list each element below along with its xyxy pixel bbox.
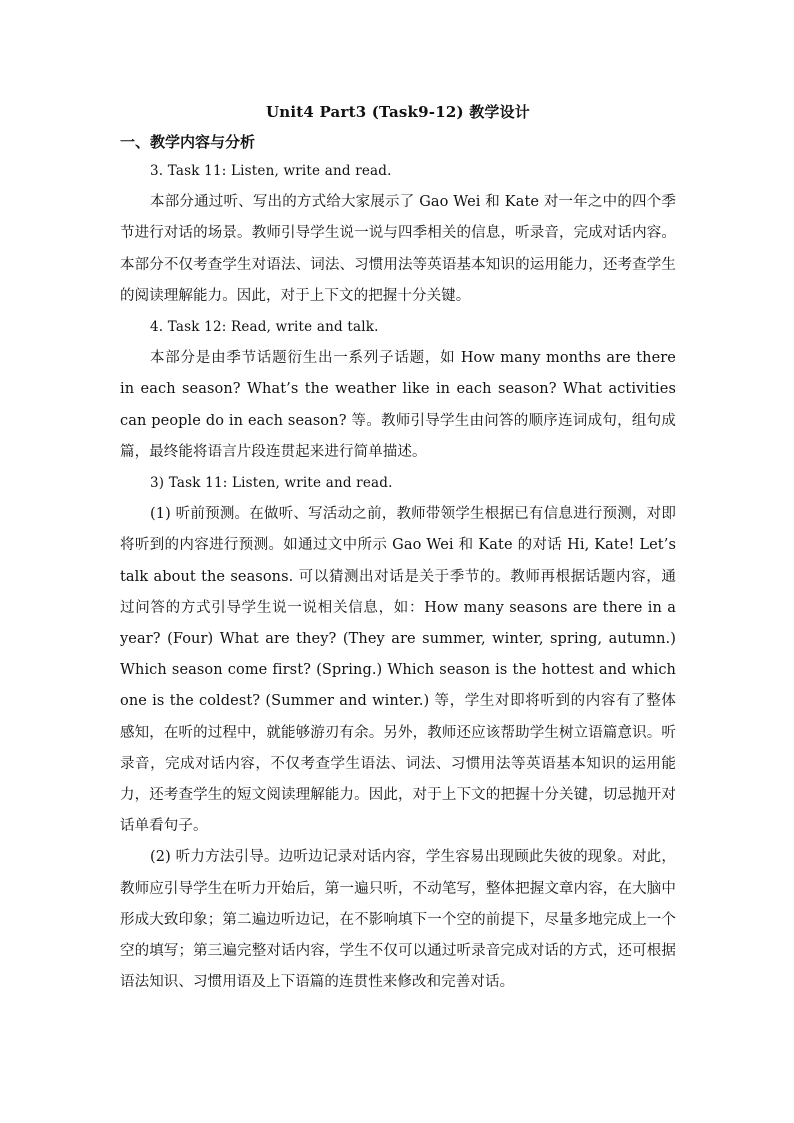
task12-analysis: 本部分是由季节话题衍生出一系列子话题，如 How many months are there in each season? What’s the weather like in each season? What activities can people do in each season? 等。教师引导学生由问答的顺序连词成句，组句成篇，最终能将语言片段连贯起来进行简单描述。 (120, 350, 676, 460)
document-body (120, 98, 676, 998)
task12-heading: 4. Task 12: Read, write and talk. (150, 319, 379, 336)
document-title: Unit4 Part3 (Task9-12) 教学设计 (266, 103, 530, 121)
task11-analysis: 本部分通过听、写出的方式给大家展示了 Gao Wei 和 Kate 对一年之中的四个季节进行对话的场景。教师引导学生说一说与四季相关的信息，听录音，完成对话内容。本部分不仅考查学生对语法、词法、习惯用法等英语基本知识的运用能力，还考查学生的阅读理解能力。因此，对于上下文的把握十分关键。 (120, 194, 676, 304)
task11-heading: 3. Task 11: Listen, write and read. (150, 163, 392, 179)
step2-paragraph: (2) 听力方法引导。边听边记录对话内容，学生容易出现顾此失彼的现象。对此，教师应引导学生在听力开始后，第一遍只听，不动笔写，整体把握文章内容，在大脑中形成大致印象；第二遍边听边记，在不影响填下一个空的前提下，尽量多地完成上一个空的填写；第三遍完整对话内容，学生不仅可以通过听录音完成对话的方式，还可根据语法知识、习惯用语及上下语篇的连贯性来修改和完善对话。 (120, 849, 676, 991)
section-heading: 一、教学内容与分析 (120, 133, 256, 151)
step-heading: 3) Task 11: Listen, write and read. (150, 475, 393, 492)
step1-paragraph: (1) 听前预测。在做听、写活动之前，教师带领学生根据已有信息进行预测，对即将听到的内容进行预测。如通过文中所示 Gao Wei 和 Kate 的对话 Hi, Kate! Let’s talk about the seasons. 可以猜测出对话是关于季节的。教师再根据话题内容，通过问答的方式引导学生说一说相关信息，如：How many seasons are there in a year? (Four) What are they? (They are summer, winter, spring, autumn.) Which season come first? (Spring.) Which season is the hottest and which one is the coldest? (Summer and winter.) 等，学生对即将听到的内容有了整体感知，在听的过程中，就能够游刃有余。另外，教师还应该帮助学生树立语篇意识。听录音，完成对话内容，不仅考查学生语法、词法、习惯用法等英语基本知识的运用能力，还考查学生的短文阅读理解能力。因此，对于上下文的把握十分关键，切忌抛开对话单看句子。 (120, 506, 676, 835)
